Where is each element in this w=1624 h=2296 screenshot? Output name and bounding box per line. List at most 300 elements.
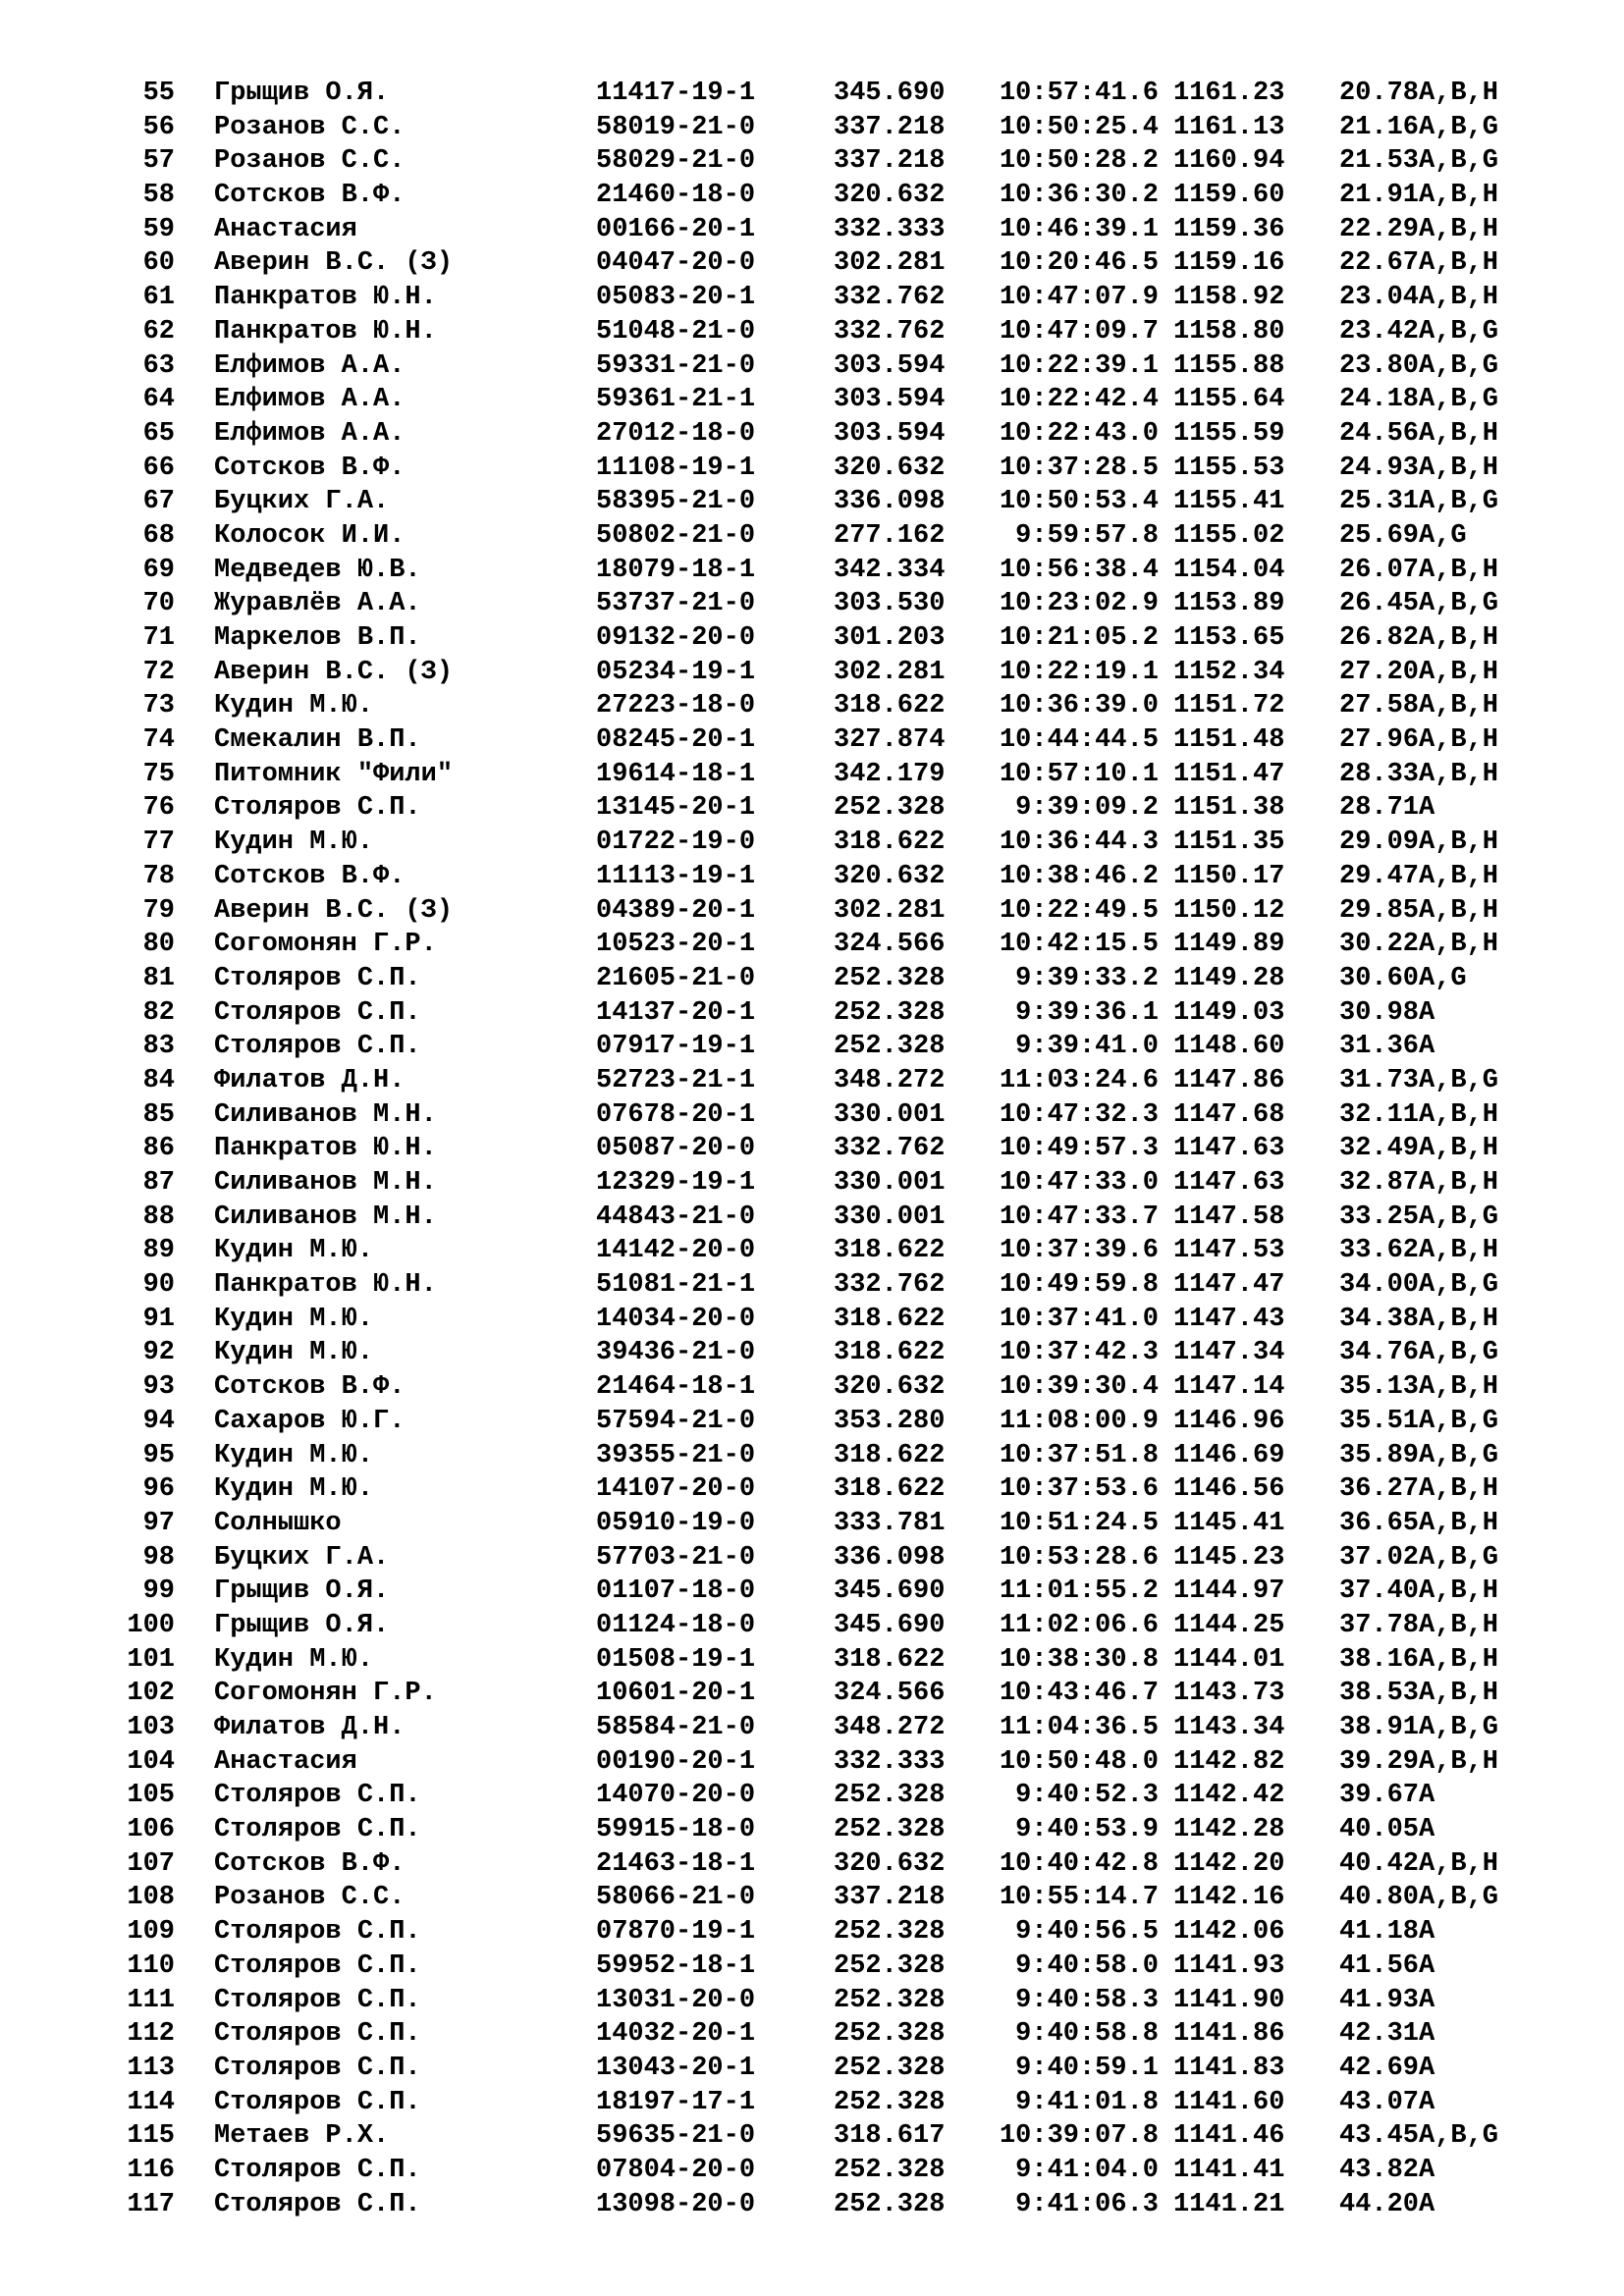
fancier-name: Столяров С.П.	[214, 1032, 421, 1062]
coefficient: 33.62	[1339, 1236, 1420, 1266]
distance: 318.622	[834, 691, 946, 721]
ring-number: 57594-21-0	[596, 1406, 756, 1436]
coefficient: 30.22	[1339, 930, 1420, 960]
speed: 1158.92	[1173, 283, 1285, 313]
place-number: 98	[142, 1542, 175, 1573]
fancier-name: Согомонян Г.Р.	[214, 930, 437, 960]
arrival-time: 10:51:24.5	[999, 1508, 1159, 1538]
distance: 318.622	[834, 1236, 946, 1266]
coefficient: 30.60	[1339, 963, 1420, 993]
coefficient: 36.27	[1339, 1474, 1420, 1505]
distance: 318.622	[834, 1644, 946, 1675]
distance: 318.617	[834, 2121, 946, 2152]
speed: 1149.03	[1173, 997, 1285, 1028]
ring-number: 58029-21-0	[596, 146, 756, 177]
place-number: 94	[142, 1406, 175, 1436]
speed: 1153.89	[1173, 589, 1285, 619]
speed: 1160.94	[1173, 146, 1285, 177]
place-number: 60	[142, 248, 175, 279]
distance: 333.781	[834, 1508, 946, 1538]
place-number: 109	[127, 1917, 175, 1948]
arrival-time: 10:49:57.3	[999, 1134, 1159, 1164]
speed: 1147.63	[1173, 1134, 1285, 1164]
distance: 301.203	[834, 623, 946, 653]
table-row	[0, 281, 1624, 315]
arrival-time: 10:39:07.8	[999, 2121, 1159, 2152]
ring-number: 51081-21-1	[596, 1270, 756, 1301]
table-row	[0, 928, 1624, 962]
speed: 1155.02	[1173, 520, 1285, 551]
fancier-name: Панкратов Ю.Н.	[214, 1270, 437, 1301]
fancier-name: Колосок И.И.	[214, 520, 406, 551]
arrival-time: 10:22:42.4	[999, 385, 1159, 415]
place-number: 65	[142, 418, 175, 449]
category-flags: A,B,H	[1419, 1508, 1499, 1538]
ring-number: 08245-20-1	[596, 725, 756, 756]
ring-number: 01107-18-0	[596, 1576, 756, 1607]
speed: 1141.93	[1173, 1950, 1285, 1981]
category-flags: A,B,H	[1419, 283, 1499, 313]
ring-number: 14137-20-1	[596, 997, 756, 1028]
category-flags: A	[1419, 2087, 1435, 2117]
coefficient: 41.56	[1339, 1950, 1420, 1981]
fancier-name: Елфимов А.А.	[214, 350, 406, 381]
place-number: 81	[142, 963, 175, 993]
distance: 320.632	[834, 453, 946, 483]
coefficient: 38.91	[1339, 1713, 1420, 1742]
fancier-name: Питомник "Фили"	[214, 759, 454, 789]
place-number: 71	[142, 623, 175, 653]
distance: 330.001	[834, 1099, 946, 1130]
arrival-time: 10:42:15.5	[999, 930, 1159, 960]
distance: 252.328	[834, 1985, 946, 2015]
fancier-name: Столяров С.П.	[214, 997, 421, 1028]
table-row	[0, 1268, 1624, 1303]
place-number: 84	[142, 1065, 175, 1095]
table-row	[0, 144, 1624, 179]
table-row	[0, 1201, 1624, 1235]
category-flags: A,B,H	[1419, 1099, 1499, 1130]
category-flags: A,B,G	[1419, 1883, 1499, 1913]
speed: 1155.88	[1173, 350, 1285, 381]
coefficient: 41.18	[1339, 1917, 1420, 1948]
ring-number: 07804-20-0	[596, 2155, 756, 2185]
ring-number: 14107-20-0	[596, 1474, 756, 1505]
fancier-name: Сотсков В.Ф.	[214, 1848, 406, 1879]
arrival-time: 9:40:53.9	[1015, 1815, 1159, 1845]
distance: 330.001	[834, 1168, 946, 1198]
coefficient: 43.82	[1339, 2155, 1420, 2185]
ring-number: 19614-18-1	[596, 759, 756, 789]
arrival-time: 9:40:58.3	[1015, 1985, 1159, 2015]
table-row	[0, 246, 1624, 281]
table-row	[0, 1098, 1624, 1133]
arrival-time: 9:41:01.8	[1015, 2087, 1159, 2117]
speed: 1155.59	[1173, 418, 1285, 449]
table-row	[0, 1336, 1624, 1370]
speed: 1149.89	[1173, 930, 1285, 960]
category-flags: A,B,H	[1419, 861, 1499, 891]
fancier-name: Столяров С.П.	[214, 2019, 421, 2050]
ring-number: 21464-18-1	[596, 1372, 756, 1403]
coefficient: 36.65	[1339, 1508, 1420, 1538]
coefficient: 26.07	[1339, 555, 1420, 585]
fancier-name: Грыщив О.Я.	[214, 1576, 390, 1607]
table-row	[0, 2052, 1624, 2086]
category-flags: A,B,G	[1419, 1065, 1499, 1095]
place-number: 89	[142, 1236, 175, 1266]
distance: 353.280	[834, 1406, 946, 1436]
ring-number: 21463-18-1	[596, 1848, 756, 1879]
fancier-name: Столяров С.П.	[214, 2053, 421, 2083]
ring-number: 27223-18-0	[596, 691, 756, 721]
category-flags: A,B,G	[1419, 2121, 1499, 2152]
distance: 332.333	[834, 214, 946, 244]
table-row	[0, 791, 1624, 826]
arrival-time: 11:03:24.6	[999, 1065, 1159, 1095]
ring-number: 58395-21-0	[596, 487, 756, 517]
ring-number: 50802-21-0	[596, 520, 756, 551]
table-row	[0, 1813, 1624, 1847]
arrival-time: 10:50:53.4	[999, 487, 1159, 517]
place-number: 112	[127, 2019, 175, 2050]
ring-number: 13043-20-1	[596, 2053, 756, 2083]
ring-number: 14142-20-0	[596, 1236, 756, 1266]
fancier-name: Смекалин В.П.	[214, 725, 421, 756]
speed: 1146.56	[1173, 1474, 1285, 1505]
table-row	[0, 383, 1624, 417]
ring-number: 01124-18-0	[596, 1610, 756, 1640]
distance: 348.272	[834, 1713, 946, 1742]
place-number: 76	[142, 793, 175, 824]
arrival-time: 10:49:59.8	[999, 1270, 1159, 1301]
speed: 1143.34	[1173, 1713, 1285, 1742]
coefficient: 22.67	[1339, 248, 1420, 279]
speed: 1145.41	[1173, 1508, 1285, 1538]
distance: 303.594	[834, 385, 946, 415]
place-number: 77	[142, 828, 175, 858]
ring-number: 27012-18-0	[596, 418, 756, 449]
category-flags: A	[1419, 1950, 1435, 1981]
arrival-time: 10:40:42.8	[999, 1848, 1159, 1879]
place-number: 68	[142, 520, 175, 551]
arrival-time: 10:39:30.4	[999, 1372, 1159, 1403]
table-row	[0, 723, 1624, 758]
fancier-name: Маркелов В.П.	[214, 623, 421, 653]
fancier-name: Столяров С.П.	[214, 1985, 421, 2015]
place-number: 78	[142, 861, 175, 891]
category-flags: A	[1419, 997, 1435, 1028]
coefficient: 42.69	[1339, 2053, 1420, 2083]
category-flags: A,B,H	[1419, 759, 1499, 789]
table-row	[0, 1575, 1624, 1609]
category-flags: A,B,H	[1419, 1474, 1499, 1505]
arrival-time: 10:50:48.0	[999, 1746, 1159, 1777]
arrival-time: 10:36:30.2	[999, 181, 1159, 211]
coefficient: 38.16	[1339, 1644, 1420, 1675]
category-flags: A,B,H	[1419, 1372, 1499, 1403]
ring-number: 14032-20-1	[596, 2019, 756, 2050]
arrival-time: 9:59:57.8	[1015, 520, 1159, 551]
place-number: 72	[142, 657, 175, 687]
ring-number: 05087-20-0	[596, 1134, 756, 1164]
category-flags: A,B,H	[1419, 1679, 1499, 1709]
coefficient: 34.76	[1339, 1338, 1420, 1368]
fancier-name: Филатов Д.Н.	[214, 1713, 406, 1742]
arrival-time: 11:04:36.5	[999, 1713, 1159, 1742]
arrival-time: 10:53:28.6	[999, 1542, 1159, 1573]
table-row	[0, 1405, 1624, 1439]
distance: 302.281	[834, 657, 946, 687]
category-flags: A,B,H	[1419, 1134, 1499, 1164]
category-flags: A,B,G	[1419, 1542, 1499, 1573]
coefficient: 25.31	[1339, 487, 1420, 517]
coefficient: 23.04	[1339, 283, 1420, 313]
distance: 342.179	[834, 759, 946, 789]
speed: 1151.48	[1173, 725, 1285, 756]
speed: 1141.83	[1173, 2053, 1285, 2083]
coefficient: 33.25	[1339, 1201, 1420, 1232]
distance: 302.281	[834, 895, 946, 926]
arrival-time: 10:47:33.0	[999, 1168, 1159, 1198]
arrival-time: 9:39:33.2	[1015, 963, 1159, 993]
table-row	[0, 1949, 1624, 1984]
arrival-time: 10:37:41.0	[999, 1304, 1159, 1334]
speed: 1146.69	[1173, 1440, 1285, 1470]
fancier-name: Столяров С.П.	[214, 1815, 421, 1845]
speed: 1155.41	[1173, 487, 1285, 517]
place-number: 103	[127, 1713, 175, 1742]
speed: 1158.80	[1173, 316, 1285, 347]
table-row	[0, 1370, 1624, 1405]
table-row	[0, 1507, 1624, 1541]
fancier-name: Силиванов М.Н.	[214, 1201, 437, 1232]
table-row	[0, 826, 1624, 860]
table-row	[0, 1847, 1624, 1882]
speed: 1141.21	[1173, 2189, 1285, 2219]
fancier-name: Сотсков В.Ф.	[214, 453, 406, 483]
table-row	[0, 1711, 1624, 1745]
category-flags: A,G	[1419, 963, 1467, 993]
coefficient: 21.53	[1339, 146, 1420, 177]
place-number: 111	[127, 1985, 175, 2015]
place-number: 66	[142, 453, 175, 483]
place-number: 62	[142, 316, 175, 347]
coefficient: 43.45	[1339, 2121, 1420, 2152]
ring-number: 44843-21-0	[596, 1201, 756, 1232]
category-flags: A,B,H	[1419, 725, 1499, 756]
coefficient: 29.85	[1339, 895, 1420, 926]
table-row	[0, 1609, 1624, 1643]
table-row	[0, 996, 1624, 1031]
table-row	[0, 1779, 1624, 1813]
distance: 252.328	[834, 1950, 946, 1981]
coefficient: 37.78	[1339, 1610, 1420, 1640]
place-number: 116	[127, 2155, 175, 2185]
table-row	[0, 1132, 1624, 1166]
distance: 318.622	[834, 1440, 946, 1470]
category-flags: A	[1419, 2189, 1435, 2219]
ring-number: 12329-19-1	[596, 1168, 756, 1198]
place-number: 57	[142, 146, 175, 177]
ring-number: 10523-20-1	[596, 930, 756, 960]
speed: 1159.16	[1173, 248, 1285, 279]
fancier-name: Кудин М.Ю.	[214, 1644, 374, 1675]
distance: 327.874	[834, 725, 946, 756]
distance: 336.098	[834, 487, 946, 517]
ring-number: 05083-20-1	[596, 283, 756, 313]
distance: 348.272	[834, 1065, 946, 1095]
arrival-time: 9:40:58.0	[1015, 1950, 1159, 1981]
arrival-time: 10:38:30.8	[999, 1644, 1159, 1675]
coefficient: 39.67	[1339, 1781, 1420, 1811]
speed: 1141.41	[1173, 2155, 1285, 2185]
category-flags: A,B,H	[1419, 79, 1499, 108]
category-flags: A	[1419, 1917, 1435, 1948]
place-number: 110	[127, 1950, 175, 1981]
table-row	[0, 349, 1624, 384]
arrival-time: 10:37:42.3	[999, 1338, 1159, 1368]
arrival-time: 10:22:39.1	[999, 350, 1159, 381]
coefficient: 32.49	[1339, 1134, 1420, 1164]
fancier-name: Филатов Д.Н.	[214, 1065, 406, 1095]
coefficient: 22.29	[1339, 214, 1420, 244]
ring-number: 13031-20-0	[596, 1985, 756, 2015]
coefficient: 23.80	[1339, 350, 1420, 381]
arrival-time: 9:40:56.5	[1015, 1917, 1159, 1948]
distance: 252.328	[834, 1917, 946, 1948]
category-flags: A,B,H	[1419, 1848, 1499, 1879]
fancier-name: Кудин М.Ю.	[214, 691, 374, 721]
table-row	[0, 1643, 1624, 1678]
arrival-time: 11:08:00.9	[999, 1406, 1159, 1436]
fancier-name: Панкратов Ю.Н.	[214, 316, 437, 347]
coefficient: 32.11	[1339, 1099, 1420, 1130]
category-flags: A,B,G	[1419, 146, 1499, 177]
coefficient: 32.87	[1339, 1168, 1420, 1198]
coefficient: 35.89	[1339, 1440, 1420, 1470]
place-number: 58	[142, 181, 175, 211]
table-row	[0, 1915, 1624, 1949]
distance: 330.001	[834, 1201, 946, 1232]
place-number: 82	[142, 997, 175, 1028]
speed: 1151.38	[1173, 793, 1285, 824]
arrival-time: 10:57:41.6	[999, 79, 1159, 108]
ring-number: 53737-21-0	[596, 589, 756, 619]
speed: 1147.43	[1173, 1304, 1285, 1334]
place-number: 88	[142, 1201, 175, 1232]
coefficient: 29.47	[1339, 861, 1420, 891]
coefficient: 27.20	[1339, 657, 1420, 687]
ring-number: 59915-18-0	[596, 1815, 756, 1845]
table-row	[0, 1745, 1624, 1780]
category-flags: A,B,G	[1419, 1270, 1499, 1301]
place-number: 102	[127, 1679, 175, 1709]
ring-number: 59635-21-0	[596, 2121, 756, 2152]
ring-number: 01722-19-0	[596, 828, 756, 858]
arrival-time: 9:39:09.2	[1015, 793, 1159, 824]
place-number: 100	[127, 1610, 175, 1640]
distance: 345.690	[834, 1610, 946, 1640]
fancier-name: Аверин В.С. (З)	[214, 657, 454, 687]
arrival-time: 10:55:14.7	[999, 1883, 1159, 1913]
arrival-time: 9:41:06.3	[1015, 2189, 1159, 2219]
table-row	[0, 962, 1624, 996]
coefficient: 40.05	[1339, 1815, 1420, 1845]
table-row	[0, 111, 1624, 145]
coefficient: 31.36	[1339, 1032, 1420, 1062]
place-number: 106	[127, 1815, 175, 1845]
arrival-time: 9:40:59.1	[1015, 2053, 1159, 2083]
place-number: 73	[142, 691, 175, 721]
coefficient: 43.07	[1339, 2087, 1420, 2117]
table-row	[0, 621, 1624, 656]
place-number: 90	[142, 1270, 175, 1301]
table-row	[0, 1439, 1624, 1473]
fancier-name: Анастасия	[214, 1746, 357, 1777]
ring-number: 11113-19-1	[596, 861, 756, 891]
ring-number: 59361-21-1	[596, 385, 756, 415]
place-number: 92	[142, 1338, 175, 1368]
table-row	[0, 1881, 1624, 1915]
place-number: 55	[142, 79, 175, 108]
speed: 1141.86	[1173, 2019, 1285, 2050]
fancier-name: Грыщив О.Я.	[214, 1610, 390, 1640]
speed: 1152.34	[1173, 657, 1285, 687]
fancier-name: Медведев Ю.В.	[214, 555, 421, 585]
category-flags: A,B,H	[1419, 1610, 1499, 1640]
category-flags: A,B,H	[1419, 828, 1499, 858]
arrival-time: 11:01:55.2	[999, 1576, 1159, 1607]
fancier-name: Столяров С.П.	[214, 1917, 421, 1948]
fancier-name: Кудин М.Ю.	[214, 1236, 374, 1266]
table-row	[0, 2017, 1624, 2052]
category-flags: A,B,H	[1419, 895, 1499, 926]
speed: 1155.53	[1173, 453, 1285, 483]
place-number: 97	[142, 1508, 175, 1538]
coefficient: 21.16	[1339, 112, 1420, 142]
arrival-time: 10:38:46.2	[999, 861, 1159, 891]
arrival-time: 10:36:39.0	[999, 691, 1159, 721]
coefficient: 26.45	[1339, 589, 1420, 619]
place-number: 95	[142, 1440, 175, 1470]
ring-number: 39355-21-0	[596, 1440, 756, 1470]
speed: 1149.28	[1173, 963, 1285, 993]
speed: 1155.64	[1173, 385, 1285, 415]
category-flags: A	[1419, 1985, 1435, 2015]
distance: 320.632	[834, 181, 946, 211]
distance: 345.690	[834, 1576, 946, 1607]
table-row	[0, 519, 1624, 554]
category-flags: A,B,H	[1419, 1644, 1499, 1675]
distance: 320.632	[834, 1372, 946, 1403]
distance: 303.594	[834, 418, 946, 449]
results-table	[0, 77, 1624, 2221]
fancier-name: Панкратов Ю.Н.	[214, 283, 437, 313]
category-flags: A,B,H	[1419, 453, 1499, 483]
ring-number: 07917-19-1	[596, 1032, 756, 1062]
table-row	[0, 2086, 1624, 2120]
distance: 252.328	[834, 2019, 946, 2050]
ring-number: 11108-19-1	[596, 453, 756, 483]
distance: 324.566	[834, 1679, 946, 1709]
arrival-time: 10:47:09.7	[999, 316, 1159, 347]
fancier-name: Журавлёв А.А.	[214, 589, 421, 619]
category-flags: A,B,G	[1419, 385, 1499, 415]
coefficient: 35.13	[1339, 1372, 1420, 1403]
arrival-time: 10:37:53.6	[999, 1474, 1159, 1505]
fancier-name: Столяров С.П.	[214, 1781, 421, 1811]
